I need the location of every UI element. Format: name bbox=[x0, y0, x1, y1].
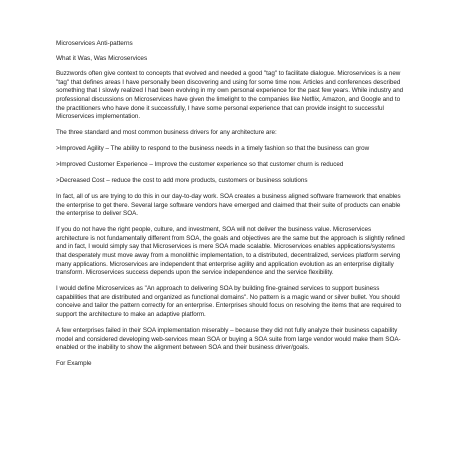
document-subtitle: What it Was, Was Microservices bbox=[56, 54, 148, 62]
driver-cost-paragraph: >Decreased Cost – reduce the cost to add more products, customers or business solutions bbox=[56, 177, 308, 185]
for-example-paragraph: For Example bbox=[56, 360, 92, 368]
soa-failure-paragraph: A few enterprises failed in their SOA implementation miserably – because they did not fully analyze their business capability model and considered developing web-services mean SOA or buying a SOA suite from large vendor would make them SOA-enabled or the inability to show the alignment between SOA and their business driver/goals. bbox=[56, 326, 401, 352]
document-title: Microservices Anti-patterns bbox=[56, 40, 133, 47]
intro-paragraph: Buzzwords often give context to concepts that evolved and needed a good "tag" to facilitate dialogue. Microservices is a new "tag" that defines areas I have personally been discovering and using for some time now. Articles and conferences described something that I slowly realized I had been evolving in my own personal experience for the past few years. While industry and professional discussions on Microservices have given the limelight to the companies like Netflix, Amazon, and Google and to the practitioners who have done it successfully, I have some personal experience that can provide insight to successful Microservices implementation. bbox=[56, 70, 404, 121]
driver-agility-paragraph: >Improved Agility – The ability to respond to the business needs in a timely fashion so that the business can grow bbox=[56, 145, 370, 153]
soa-framework-paragraph: In fact, all of us are trying to do this in our day-to-day work. SOA creates a business aligned software framework that enables the enterprise to get there. Several large software vendors have emerged and claimed that their suite of products can enable the enterprise to deliver SOA. bbox=[56, 193, 401, 218]
microservices-vs-soa-paragraph: If you do not have the right people, culture, and investment, SOA will not deliver the business value. Microservices architecture is not fundamentally different from SOA, the goals and objectives are the same but the approach is slightly refined and in fact, I would simply say that Microservices is mere SOA made scalable. Microservices enables applications/systems that desperately must move away from a monolithic implementation, to a distributed, decentralized, services platform serving many applications. Microservices are independent that enterprise agility and application evolution as an enterprise digitally transform. Microservices success depends upon the service independence and the service flexibility. bbox=[56, 226, 405, 277]
drivers-lead-paragraph: The three standard and most common business drivers for any architecture are: bbox=[56, 129, 277, 137]
microservices-definition-paragraph: I would define Microservices as "An approach to delivering SOA by building fine-grained services to support business capabilities that are distributed and organized as functional domains". No pattern is a magic wand or silver bullet. You should conceive and tailor the pattern correctly for an enterprise. Enterprises should focus on resolving the items that are required to support the architecture to make an adaptive platform. bbox=[56, 285, 402, 318]
driver-customer-experience-paragraph: >Improved Customer Experience – Improve the customer experience so that customer churn is reduced bbox=[56, 161, 344, 169]
